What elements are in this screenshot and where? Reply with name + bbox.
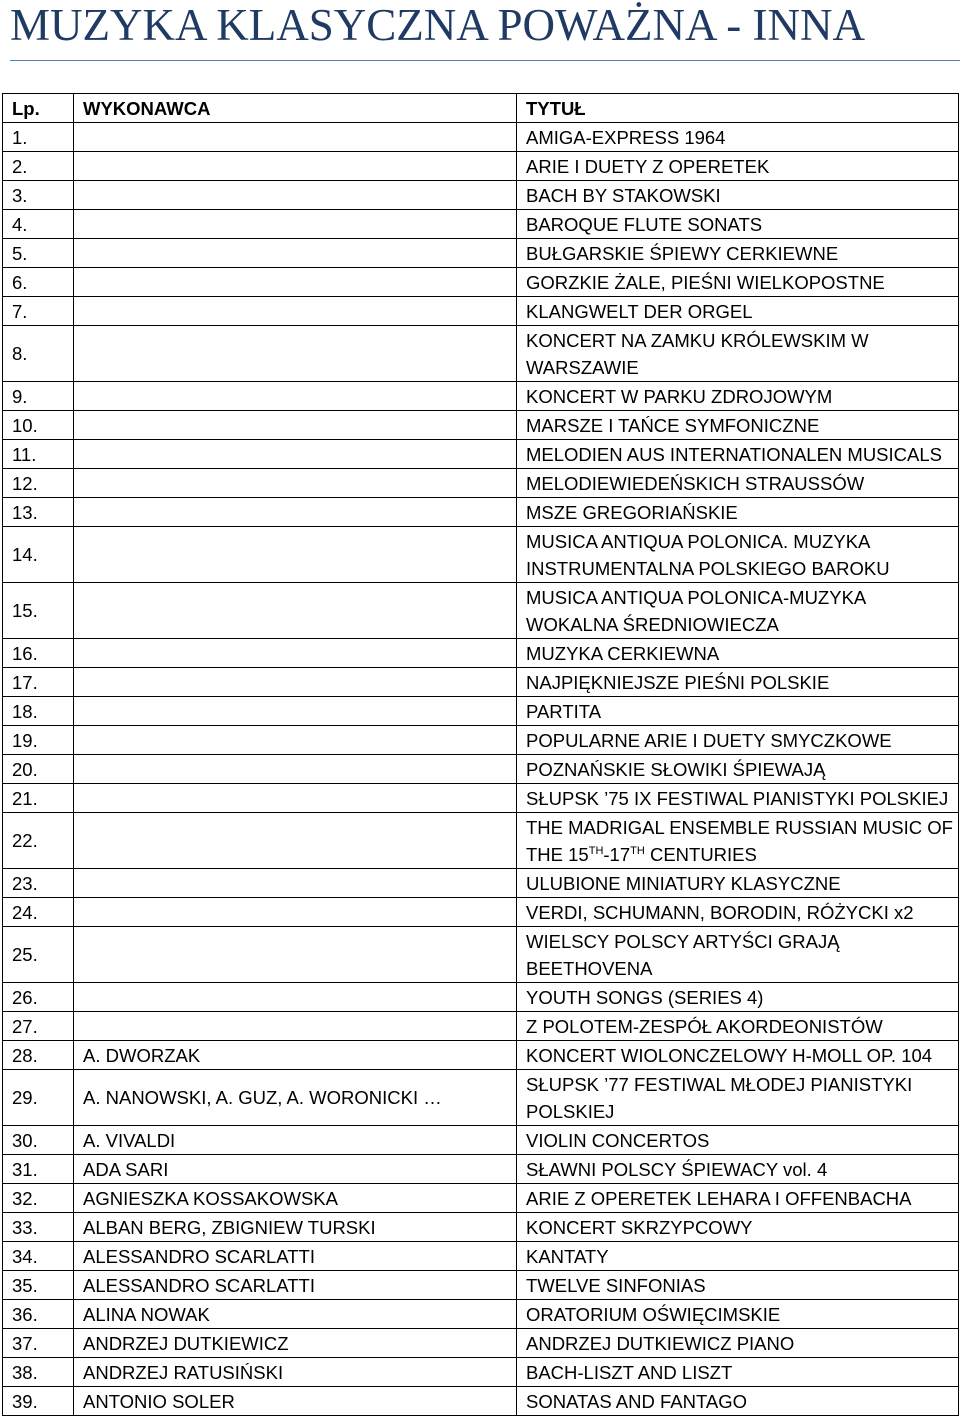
row-number: 31.: [3, 1155, 74, 1184]
row-number: 10.: [3, 411, 74, 440]
row-title: ORATORIUM OŚWIĘCIMSKIE: [517, 1300, 959, 1329]
row-title: POZNAŃSKIE SŁOWIKI ŚPIEWAJĄ: [517, 755, 959, 784]
table-row: [3, 498, 959, 527]
row-number: 19.: [3, 726, 74, 755]
row-title: MSZE GREGORIAŃSKIE: [517, 498, 959, 527]
row-number: 16.: [3, 639, 74, 668]
row-artist: [74, 469, 517, 498]
row-artist: [74, 123, 517, 152]
row-title: ANDRZEJ DUTKIEWICZ PIANO: [517, 1329, 959, 1358]
row-artist: [74, 927, 517, 983]
table-row: [3, 268, 959, 297]
row-artist: [74, 210, 517, 239]
row-number: 17.: [3, 668, 74, 697]
row-artist: [74, 726, 517, 755]
row-number: 21.: [3, 784, 74, 813]
row-number: 13.: [3, 498, 74, 527]
row-title: MELODIEWIEDEŃSKICH STRAUSSÓW: [517, 469, 959, 498]
row-artist: A. DWORZAK: [74, 1041, 517, 1070]
table-row: [3, 1358, 959, 1387]
table-row: [3, 813, 959, 869]
header-artist: WYKONAWCA: [74, 94, 517, 123]
row-title: MELODIEN AUS INTERNATIONALEN MUSICALS: [517, 440, 959, 469]
table-row: [3, 755, 959, 784]
row-title: POPULARNE ARIE I DUETY SMYCZKOWE: [517, 726, 959, 755]
table-row: [3, 181, 959, 210]
row-title: PARTITA: [517, 697, 959, 726]
row-artist: [74, 181, 517, 210]
row-artist: [74, 239, 517, 268]
row-artist: [74, 527, 517, 583]
table-row: [3, 1126, 959, 1155]
row-number: 27.: [3, 1012, 74, 1041]
table-row: [3, 983, 959, 1012]
row-number: 32.: [3, 1184, 74, 1213]
row-artist: A. NANOWSKI, A. GUZ, A. WORONICKI …: [74, 1070, 517, 1126]
row-title: VERDI, SCHUMANN, BORODIN, RÓŻYCKI x2: [517, 898, 959, 927]
row-title: KONCERT WIOLONCZELOWY H-MOLL OP. 104: [517, 1041, 959, 1070]
row-title: MUSICA ANTIQUA POLONICA-MUZYKA WOKALNA ŚREDNIOWIECZA: [517, 583, 959, 639]
row-artist: [74, 326, 517, 382]
title-text-part: -17: [603, 843, 631, 865]
table-header-row: [3, 94, 959, 123]
table-row: [3, 469, 959, 498]
title-superscript: TH: [588, 844, 604, 857]
table-row: [3, 726, 959, 755]
recordings-table-body: [3, 94, 959, 1416]
row-artist: [74, 411, 517, 440]
title-text-part: THE MADRIGAL ENSEMBLE RUSSIAN MUSIC OF THE 15: [526, 816, 953, 865]
row-number: 2.: [3, 152, 74, 181]
table-row: [3, 927, 959, 983]
row-title: WIELSCY POLSCY ARTYŚCI GRAJĄ BEETHOVENA: [517, 927, 959, 983]
table-row: [3, 411, 959, 440]
table-row: [3, 668, 959, 697]
row-artist: [74, 297, 517, 326]
row-number: 8.: [3, 326, 74, 382]
table-row: [3, 297, 959, 326]
row-artist: [74, 784, 517, 813]
row-artist: ALINA NOWAK: [74, 1300, 517, 1329]
table-row: [3, 326, 959, 382]
table-row: [3, 152, 959, 181]
row-number: 24.: [3, 898, 74, 927]
row-title: KONCERT W PARKU ZDROJOWYM: [517, 382, 959, 411]
row-number: 4.: [3, 210, 74, 239]
page-title: MUZYKA KLASYCZNA POWAŻNA - INNA: [10, 0, 865, 50]
row-number: 28.: [3, 1041, 74, 1070]
row-title: SŁUPSK ’77 FESTIWAL MŁODEJ PIANISTYKI POLSKIEJ: [517, 1070, 959, 1126]
table-row: [3, 1012, 959, 1041]
row-number: 7.: [3, 297, 74, 326]
row-title: BUŁGARSKIE ŚPIEWY CERKIEWNE: [517, 239, 959, 268]
table-row: [3, 1300, 959, 1329]
table-row: [3, 239, 959, 268]
row-title: SŁUPSK ’75 IX FESTIWAL PIANISTYKI POLSKIEJ: [517, 784, 959, 813]
row-artist: [74, 583, 517, 639]
table-row: [3, 210, 959, 239]
row-artist: [74, 755, 517, 784]
title-underline: [10, 60, 960, 61]
row-number: 25.: [3, 927, 74, 983]
table-row: [3, 1271, 959, 1300]
table-row: [3, 1213, 959, 1242]
row-title: KONCERT SKRZYPCOWY: [517, 1213, 959, 1242]
row-number: 34.: [3, 1242, 74, 1271]
row-title: GORZKIE ŻALE, PIEŚNI WIELKOPOSTNE: [517, 268, 959, 297]
row-title: SŁAWNI POLSCY ŚPIEWACY vol. 4: [517, 1155, 959, 1184]
row-title: BAROQUE FLUTE SONATS: [517, 210, 959, 239]
row-number: 37.: [3, 1329, 74, 1358]
table-row: [3, 1242, 959, 1271]
row-number: 39.: [3, 1387, 74, 1416]
table-row: [3, 869, 959, 898]
row-artist: ALESSANDRO SCARLATTI: [74, 1242, 517, 1271]
row-artist: ANTONIO SOLER: [74, 1387, 517, 1416]
table-row: [3, 1329, 959, 1358]
row-number: 14.: [3, 527, 74, 583]
row-artist: [74, 813, 517, 869]
row-number: 6.: [3, 268, 74, 297]
table-row: [3, 583, 959, 639]
row-title: AMIGA-EXPRESS 1964: [517, 123, 959, 152]
row-number: 33.: [3, 1213, 74, 1242]
row-title: NAJPIĘKNIEJSZE PIEŚNI POLSKIE: [517, 668, 959, 697]
table-row: [3, 1041, 959, 1070]
row-title: YOUTH SONGS (SERIES 4): [517, 983, 959, 1012]
row-artist: [74, 639, 517, 668]
table-row: [3, 382, 959, 411]
table-row: [3, 1387, 959, 1416]
row-artist: ALESSANDRO SCARLATTI: [74, 1271, 517, 1300]
row-number: 23.: [3, 869, 74, 898]
recordings-table: [2, 93, 959, 1416]
table-row: [3, 1155, 959, 1184]
header-lp: Lp.: [3, 94, 74, 123]
row-number: 18.: [3, 697, 74, 726]
row-number: 20.: [3, 755, 74, 784]
table-row: [3, 1070, 959, 1126]
title-superscript: TH: [630, 844, 645, 857]
row-number: 12.: [3, 469, 74, 498]
table-row: [3, 898, 959, 927]
row-artist: ANDRZEJ DUTKIEWICZ: [74, 1329, 517, 1358]
row-title: VIOLIN CONCERTOS: [517, 1126, 959, 1155]
row-number: 38.: [3, 1358, 74, 1387]
row-number: 1.: [3, 123, 74, 152]
row-artist: ALBAN BERG, ZBIGNIEW TURSKI: [74, 1213, 517, 1242]
row-number: 36.: [3, 1300, 74, 1329]
row-number: 11.: [3, 440, 74, 469]
row-title: ARIE Z OPERETEK LEHARA I OFFENBACHA: [517, 1184, 959, 1213]
header-title: TYTUŁ: [517, 94, 959, 123]
row-title: ARIE I DUETY Z OPERETEK: [517, 152, 959, 181]
table-row: [3, 527, 959, 583]
row-number: 5.: [3, 239, 74, 268]
row-title: Z POLOTEM-ZESPÓŁ AKORDEONISTÓW: [517, 1012, 959, 1041]
row-title: MUZYKA CERKIEWNA: [517, 639, 959, 668]
row-artist: [74, 440, 517, 469]
row-artist: ANDRZEJ RATUSIŃSKI: [74, 1358, 517, 1387]
row-artist: AGNIESZKA KOSSAKOWSKA: [74, 1184, 517, 1213]
row-number: 26.: [3, 983, 74, 1012]
row-title: KANTATY: [517, 1242, 959, 1271]
row-title: KLANGWELT DER ORGEL: [517, 297, 959, 326]
row-artist: [74, 668, 517, 697]
row-artist: [74, 152, 517, 181]
row-artist: ADA SARI: [74, 1155, 517, 1184]
table-row: [3, 440, 959, 469]
row-number: 22.: [3, 813, 74, 869]
row-title: [517, 813, 959, 869]
table-row: [3, 1184, 959, 1213]
row-number: 29.: [3, 1070, 74, 1126]
row-number: 3.: [3, 181, 74, 210]
row-artist: [74, 1012, 517, 1041]
row-artist: [74, 898, 517, 927]
row-artist: [74, 382, 517, 411]
table-row: [3, 784, 959, 813]
row-artist: [74, 983, 517, 1012]
row-title: BACH-LISZT AND LISZT: [517, 1358, 959, 1387]
table-row: [3, 123, 959, 152]
row-number: 35.: [3, 1271, 74, 1300]
table-row: [3, 639, 959, 668]
row-title: MARSZE I TAŃCE SYMFONICZNE: [517, 411, 959, 440]
row-title: ULUBIONE MINIATURY KLASYCZNE: [517, 869, 959, 898]
row-artist: [74, 268, 517, 297]
table-row: [3, 697, 959, 726]
row-number: 9.: [3, 382, 74, 411]
row-artist: [74, 869, 517, 898]
row-artist: A. VIVALDI: [74, 1126, 517, 1155]
row-number: 30.: [3, 1126, 74, 1155]
row-title: KONCERT NA ZAMKU KRÓLEWSKIM W WARSZAWIE: [517, 326, 959, 382]
row-title: SONATAS AND FANTAGO: [517, 1387, 959, 1416]
row-number: 15.: [3, 583, 74, 639]
row-title: BACH BY STAKOWSKI: [517, 181, 959, 210]
row-artist: [74, 498, 517, 527]
row-artist: [74, 697, 517, 726]
row-title: MUSICA ANTIQUA POLONICA. MUZYKA INSTRUMENTALNA POLSKIEGO BAROKU: [517, 527, 959, 583]
row-title: TWELVE SINFONIAS: [517, 1271, 959, 1300]
title-text-part: CENTURIES: [644, 843, 757, 865]
